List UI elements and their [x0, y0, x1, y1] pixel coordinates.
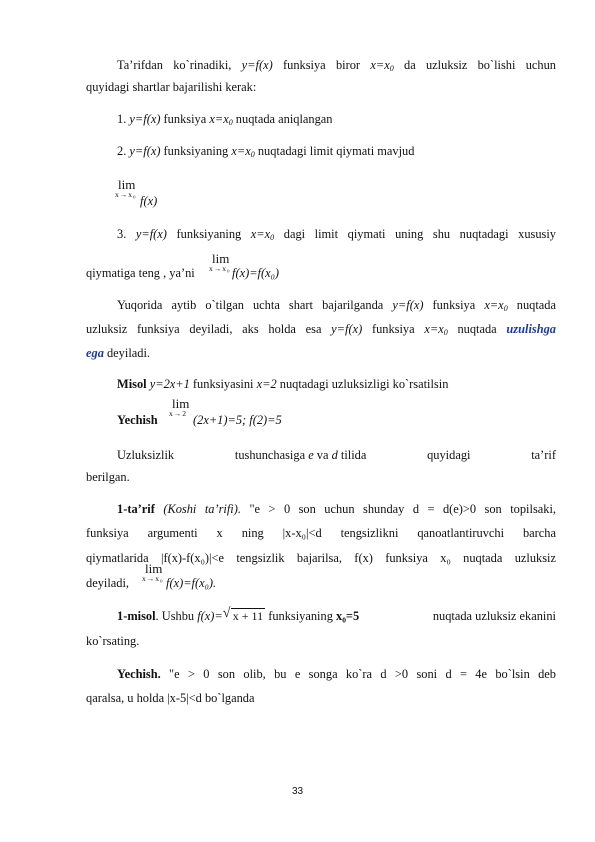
limit-expression-2: f(x)=f(x₀) — [232, 266, 280, 280]
limit-expression-1: f(x) — [140, 194, 158, 208]
page-number: 33 — [291, 786, 304, 797]
paragraph-line: berilgan. — [86, 470, 130, 484]
paragraph-line: quyidagi shartlar bajarilishi kerak: — [86, 80, 257, 94]
condition-1: 1. y=f(x) funksiya $x=x_0$ nuqtada aniqlangan — [117, 112, 333, 127]
limit-formula-3: lim x→2 — [169, 396, 190, 418]
example-statement: Misol y=2x+1 funksiyasini x=2 nuqtadagi uzluksizligi ko`rsatilsin — [117, 377, 449, 391]
paragraph-continuity-line2: uzluksiz funksiya deyiladi, aks holda esa y=f(x) funksiya $x=x_0$ nuqtada uzulishga — [86, 322, 556, 337]
paragraph-epsilon-delta: Uzluksizlik tushunchasiga e va d tilida quyidagi ta’rif — [117, 448, 556, 462]
condition-2: 2. y=f(x) funksiyaning $x=x_0$ nuqtadagi limit qiymati mavjud — [117, 144, 415, 159]
limit-formula-2: lim x→x₀ — [209, 251, 231, 273]
condition-3-line2: qiymatiga teng , ya’ni — [86, 266, 195, 280]
paragraph-continuity-line3: ega deyiladi. — [86, 346, 150, 360]
solution-expression: (2x+1)=5; f(2)=5 — [193, 413, 282, 427]
solution-2-line2: qaralsa, u holda |x-5|<d bo`lganda — [86, 691, 255, 705]
definition-1-line4: deyiladi, — [86, 576, 130, 590]
example-1: 1-misol. Ushbu f(x)= √ x + 11 funksiyaning x₀=5 nuqtada uzluksiz ekanini — [117, 606, 556, 623]
term-uzulishga: uzulishga — [506, 322, 556, 336]
definition-1-line2: funksiya argumenti x ning |x-x₀|<d tengsizlikni qanoatlantiruvchi barcha — [86, 526, 556, 540]
limit-formula-4: lim x→x₀ — [142, 561, 164, 583]
solution-label: Yechish — [117, 413, 158, 427]
solution-2: Yechish. "e > 0 son olib, bu e songa ko`ra d >0 soni d = 4e bo`lsin deb — [117, 667, 556, 681]
definition-1-line3: qiymatlarida |f(x)-f(x₀)|<e tengsizlik bajarilsa, f(x) funksiya x₀ nuqtada uzluksiz — [86, 551, 556, 565]
limit-formula-1: lim x→x₀ — [115, 177, 137, 199]
definition-1: 1-ta’rif (Koshi ta’rifi). "e > 0 son uchun shunday d = d(e)>0 son topilsaki, — [117, 502, 557, 516]
paragraph-line: ko`rsating. — [86, 634, 140, 648]
limit-expression-4: f(x)=f(x₀). — [166, 576, 217, 590]
condition-3: 3. y=f(x) funksiyaning $x=x_0$ dagi limit qiymati uning shu nuqtadagi xususiy — [117, 227, 556, 242]
sqrt-expression: √ x + 11 — [222, 606, 264, 623]
term-ega: ega — [86, 346, 104, 360]
paragraph-definition-intro: Ta’rifdan ko`rinadiki, y=f(x) funksiya biror $x=x_0$ da uzluksiz bo`lishi uchun — [117, 58, 556, 73]
paragraph-continuity: Yuqorida aytib o`tilgan uchta shart bajarilganda y=f(x) funksiya $x=x_0$ nuqtada — [117, 298, 556, 313]
